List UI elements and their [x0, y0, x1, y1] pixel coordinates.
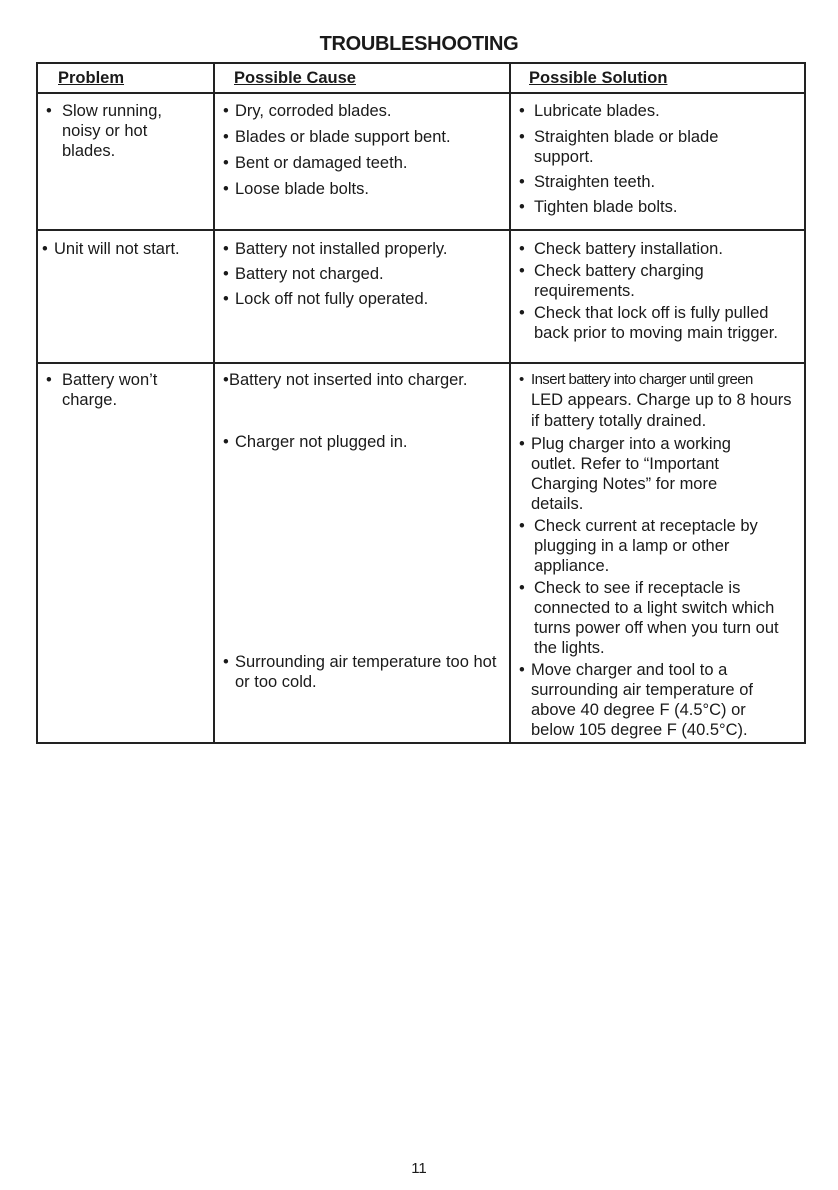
- page-number: 11: [411, 1160, 427, 1177]
- solution-item: • Straighten blade or blade support.: [511, 127, 804, 167]
- column-header-possible-solution: Possible Solution: [510, 63, 805, 93]
- table-row: [37, 363, 805, 743]
- cause-cell: [214, 93, 510, 230]
- solution-item: • Check battery installation.: [511, 239, 804, 259]
- page-title: TROUBLESHOOTING: [319, 33, 519, 55]
- solution-item: • Tighten blade bolts.: [511, 197, 804, 217]
- table-row: [37, 230, 805, 363]
- solution-item-continuation: LED appears. Charge up to 8 hours if battery totally drained.: [531, 391, 792, 430]
- problem-cell: [37, 230, 214, 363]
- solution-item: • Check to see if receptacle is connected to a light switch which turns power off when you turn out the lights.: [511, 578, 804, 658]
- problem-text: • Slow running, noisy or hot blades.: [38, 101, 213, 161]
- cause-item: • Bent or damaged teeth.: [215, 153, 509, 173]
- solution-item: [511, 370, 804, 432]
- solution-item-lead: Insert battery into charger until green: [531, 371, 753, 388]
- cause-cell: [214, 230, 510, 363]
- solution-item: • Straighten teeth.: [511, 172, 804, 192]
- solution-item: • Plug charger into a working outlet. Refer to “Important Charging Notes” for more details.: [511, 434, 804, 514]
- cause-item: • Loose blade bolts.: [215, 179, 509, 199]
- cause-item: • Battery not inserted into charger.: [215, 370, 509, 390]
- table-row: [37, 93, 805, 230]
- cause-item: • Surrounding air temperature too hot or too cold.: [215, 652, 509, 692]
- solution-item: • Check that lock off is fully pulled back prior to moving main trigger.: [511, 303, 804, 343]
- column-header-possible-cause: Possible Cause: [214, 63, 510, 93]
- solution-item: • Move charger and tool to a surrounding air temperature of above 40 degree F (4.5°C) or below 105 degree F (40.5°C).: [511, 660, 804, 740]
- cause-item: • Dry, corroded blades.: [215, 101, 509, 121]
- problem-cell: [37, 363, 214, 743]
- problem-cell: [37, 93, 214, 230]
- solution-cell: [510, 363, 805, 743]
- troubleshooting-table: [36, 62, 806, 744]
- cause-item: • Blades or blade support bent.: [215, 127, 509, 147]
- solution-cell: [510, 230, 805, 363]
- column-header-problem: Problem: [37, 63, 214, 93]
- cause-item: • Lock off not fully operated.: [215, 289, 509, 309]
- problem-text: • Unit will not start.: [38, 239, 213, 259]
- solution-cell: [510, 93, 805, 230]
- problem-text: • Battery won’t charge.: [38, 370, 213, 410]
- cause-item: • Charger not plugged in.: [215, 432, 509, 452]
- table-header-row: [37, 63, 805, 93]
- solution-item: • Lubricate blades.: [511, 101, 804, 121]
- cause-item: • Battery not charged.: [215, 264, 509, 284]
- cause-cell: [214, 363, 510, 743]
- solution-item: • Check battery charging requirements.: [511, 261, 804, 301]
- solution-item: • Check current at receptacle by plugging in a lamp or other appliance.: [511, 516, 804, 576]
- cause-item: • Battery not installed properly.: [215, 239, 509, 259]
